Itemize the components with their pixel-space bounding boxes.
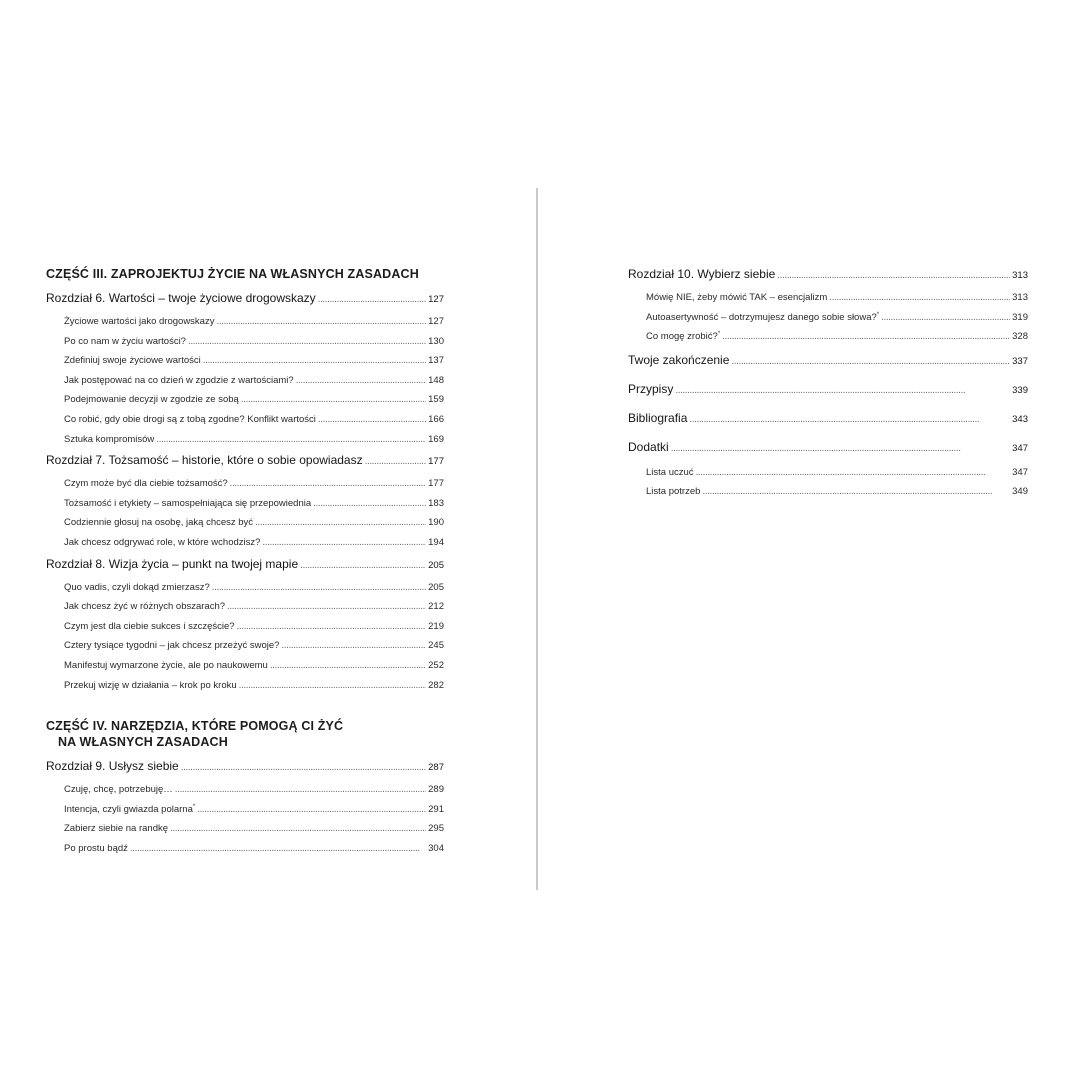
section-title [646, 308, 879, 328]
footnote-marker: * [717, 331, 721, 338]
section-title-text: Mówię NIE, żeby mówić TAK – esencjalizm [646, 292, 828, 303]
section-title [64, 780, 173, 800]
page-number: 347 [1012, 442, 1028, 454]
toc-section-entry [46, 656, 444, 676]
section-title-text: Intencja, czyli gwiazda polarna [64, 803, 193, 815]
chapter-9-sections [46, 780, 444, 858]
page-number: 205 [428, 581, 444, 593]
section-title-text: Zabierz siebie na randkę [64, 823, 169, 835]
leader-dots [318, 410, 426, 430]
chapter-8-sections [46, 578, 444, 696]
section-title [64, 656, 268, 676]
leader-dots [181, 758, 426, 776]
leader-dots [281, 636, 426, 656]
section-title-text: Cztery tysiące tygodni – jak chcesz przeżyć swoje? [64, 640, 280, 652]
part-3-title: CZĘŚĆ III. ZAPROJEKTUJ ŻYCIE NA WŁASNYCH ZASADACH [46, 267, 419, 281]
page-number: 313 [1012, 270, 1028, 281]
section-title [64, 533, 260, 553]
page-number: 166 [428, 413, 444, 425]
section-title-text: Zdefiniuj swoje życiowe wartości [64, 355, 201, 367]
page-number: 343 [1012, 413, 1028, 425]
page-number: 127 [428, 316, 444, 327]
toc-section-entry [46, 578, 444, 598]
toc-section-entry [46, 617, 444, 637]
chapter-7-sections [46, 474, 444, 552]
leader-dots [237, 617, 427, 637]
leader-dots [722, 327, 1010, 347]
section-title-text: Lista uczuć [646, 466, 694, 478]
toc-section-entry [628, 482, 1028, 502]
bibliography-entry [628, 405, 1028, 434]
toc-section-entry [46, 800, 444, 820]
page-number: 159 [428, 394, 444, 406]
section-title-text: Czuję, chcę, potrzebuję… [64, 784, 173, 796]
leader-dots [731, 352, 1010, 370]
section-title-text: Jak chcesz żyć w różnych obszarach? [64, 601, 226, 613]
chapter-9-entry [46, 755, 444, 780]
gutter-divider [536, 188, 538, 890]
section-title-text: Manifestuj wymarzone życie, ale po naukowemu [64, 659, 268, 671]
page-number: 148 [428, 374, 444, 386]
section-title [64, 390, 239, 410]
entry-title: Dodatki [628, 439, 669, 454]
page-number: 304 [428, 842, 444, 854]
section-title-text: Jak chcesz odgrywać role, w które wchodzisz? [64, 536, 261, 548]
chapter-title: Rozdział 10. Wybierz siebie [628, 267, 776, 281]
chapter-title: Rozdział 6. Wartości – twoje życiowe drogowskazy [46, 291, 316, 305]
section-title [64, 819, 168, 839]
leader-dots [203, 351, 426, 371]
page-number: 177 [428, 456, 444, 468]
page-number: 212 [428, 601, 444, 613]
toc-section-entry [628, 308, 1028, 328]
section-title-text: Tożsamość i etykiety – samospełniająca się przepowiednia [64, 497, 312, 509]
toc-section-entry [46, 597, 444, 617]
leader-dots [675, 381, 1010, 399]
page-number: 183 [428, 497, 444, 509]
leader-dots [212, 578, 426, 598]
toc-section-entry [46, 312, 444, 332]
part-4-title-line-1: CZĘŚĆ IV. NARZĘDZIA, KTÓRE POMOGĄ CI ŻYĆ [46, 719, 344, 734]
entry-title: Przypisy [628, 381, 674, 396]
section-title-text: Przekuj wizję w działania – krok po kroku [64, 679, 237, 691]
page-number: 205 [428, 559, 444, 571]
chapter-8-entry [46, 553, 444, 578]
leader-dots [170, 819, 426, 839]
toc-section-entry [46, 676, 444, 696]
section-title [64, 839, 128, 859]
leader-dots [300, 556, 426, 574]
leader-dots [313, 494, 426, 514]
leader-dots [296, 371, 426, 391]
leader-dots [671, 439, 1010, 457]
section-title [646, 288, 827, 308]
section-title [64, 597, 225, 617]
right-page [628, 266, 1028, 502]
page-number: 328 [1012, 331, 1028, 343]
leader-dots [216, 312, 426, 332]
chapter-7-entry [46, 449, 444, 474]
left-page [46, 266, 444, 858]
page-number: 282 [428, 679, 444, 691]
section-title [64, 617, 235, 637]
section-title-text: Jak postępować na co dzień w zgodzie z wartościami? [64, 374, 294, 386]
section-title-text: Co robić, gdy obie drogi są z tobą zgodne? Konflikt wartości [64, 413, 316, 425]
ending-entry [628, 347, 1028, 376]
page-number: 137 [428, 355, 444, 367]
page-number: 190 [428, 517, 444, 529]
appendix-entry [628, 434, 1028, 463]
footnote-marker: * [192, 803, 196, 810]
page-number: 319 [1012, 311, 1028, 323]
page-number: 347 [1012, 466, 1028, 478]
toc-section-entry [628, 327, 1028, 347]
section-title [64, 800, 195, 820]
section-title [64, 494, 311, 514]
toc-section-entry [46, 839, 444, 859]
section-title [64, 474, 228, 494]
page-number: 177 [428, 478, 444, 490]
section-title-text: Autoasertywność – dotrzymujesz danego sobie słowa? [646, 311, 877, 323]
page-number: 287 [428, 762, 444, 774]
footnote-marker: * [876, 311, 880, 318]
page-number: 289 [428, 784, 444, 796]
leader-dots [318, 290, 426, 308]
section-title-text: Quo vadis, czyli dokąd zmierzasz? [64, 581, 210, 593]
leader-dots [689, 410, 1010, 428]
section-title [64, 371, 294, 391]
leader-dots [829, 288, 1010, 308]
leader-dots [130, 839, 426, 859]
page-number: 313 [1012, 292, 1028, 303]
section-title-text: Po prostu bądź [64, 842, 128, 854]
section-title [64, 410, 316, 430]
toc-section-entry [46, 351, 444, 371]
leader-dots [262, 533, 426, 553]
chapter-6-sections [46, 312, 444, 449]
appendix-sections [628, 463, 1028, 502]
section-title-text: Życiowe wartości jako drogowskazy [64, 316, 215, 327]
page-number: 291 [428, 803, 444, 815]
part-4-title-line-2: NA WŁASNYCH ZASADACH [58, 735, 228, 750]
toc-section-entry [46, 390, 444, 410]
toc-section-entry [46, 494, 444, 514]
leader-dots [241, 390, 426, 410]
entry-title: Bibliografia [628, 410, 688, 425]
leader-dots [255, 513, 426, 533]
toc-section-entry [46, 513, 444, 533]
toc-section-entry [46, 430, 444, 450]
section-title [64, 578, 210, 598]
toc-section-entry [628, 288, 1028, 308]
leader-dots [227, 597, 426, 617]
leader-dots [702, 482, 1010, 502]
leader-dots [777, 266, 1010, 284]
section-title [646, 482, 700, 502]
section-title-text: Co mogę zrobić? [646, 331, 718, 343]
toc-section-entry [46, 332, 444, 352]
leader-dots [156, 430, 426, 450]
page-number: 130 [428, 335, 444, 347]
section-title [64, 636, 279, 656]
section-title [64, 312, 214, 332]
leader-dots [696, 463, 1011, 483]
section-title [64, 676, 237, 696]
chapter-10-entry [628, 266, 1028, 288]
leader-dots [188, 332, 426, 352]
chapter-6-entry [46, 287, 444, 312]
section-title [64, 332, 186, 352]
page-number: 339 [1012, 384, 1028, 396]
section-title [64, 351, 201, 371]
toc-section-entry [46, 819, 444, 839]
leader-dots [197, 800, 426, 820]
page-number: 245 [428, 640, 444, 652]
leader-dots [365, 452, 427, 470]
toc-section-entry [46, 474, 444, 494]
chapter-title: Rozdział 8. Wizja życia – punkt na twojej mapie [46, 556, 299, 571]
section-title-text: Sztuka kompromisów [64, 433, 155, 445]
toc-section-entry [46, 780, 444, 800]
part-4-title [46, 718, 444, 750]
notes-entry [628, 376, 1028, 405]
toc-section-entry [46, 636, 444, 656]
section-title [64, 430, 154, 450]
section-title [646, 463, 694, 483]
leader-dots [881, 308, 1010, 328]
page-number: 349 [1012, 486, 1028, 498]
page-number: 219 [428, 620, 444, 632]
page-number: 295 [428, 823, 444, 835]
toc-section-entry [46, 410, 444, 430]
page-number: 337 [1012, 355, 1028, 367]
toc-section-entry [628, 463, 1028, 483]
page-number: 169 [428, 433, 444, 445]
leader-dots [230, 474, 426, 494]
leader-dots [239, 676, 426, 696]
toc-section-entry [46, 371, 444, 391]
chapter-10-sections [628, 288, 1028, 347]
section-title-text: Po co nam w życiu wartości? [64, 335, 186, 347]
chapter-title: Rozdział 7. Tożsamość – historie, które o sobie opowiadasz [46, 453, 363, 468]
leader-dots [175, 780, 426, 800]
section-title-text: Czym może być dla ciebie tożsamość? [64, 478, 228, 490]
section-title [64, 513, 253, 533]
section-title-text: Podejmowanie decyzji w zgodzie ze sobą [64, 394, 239, 406]
page-number: 127 [428, 294, 444, 305]
section-title-text: Czym jest dla ciebie sukces i szczęście? [64, 620, 235, 632]
section-title-text: Lista potrzeb [646, 486, 701, 498]
chapter-title: Rozdział 9. Usłysz siebie [46, 759, 179, 774]
leader-dots [270, 656, 426, 676]
section-title-text: Codziennie głosuj na osobę, jaką chcesz być [64, 517, 254, 529]
toc-section-entry [46, 533, 444, 553]
page-number: 252 [428, 659, 444, 671]
page-number: 194 [428, 536, 444, 548]
section-title [646, 327, 720, 347]
entry-title: Twoje zakończenie [628, 352, 730, 367]
